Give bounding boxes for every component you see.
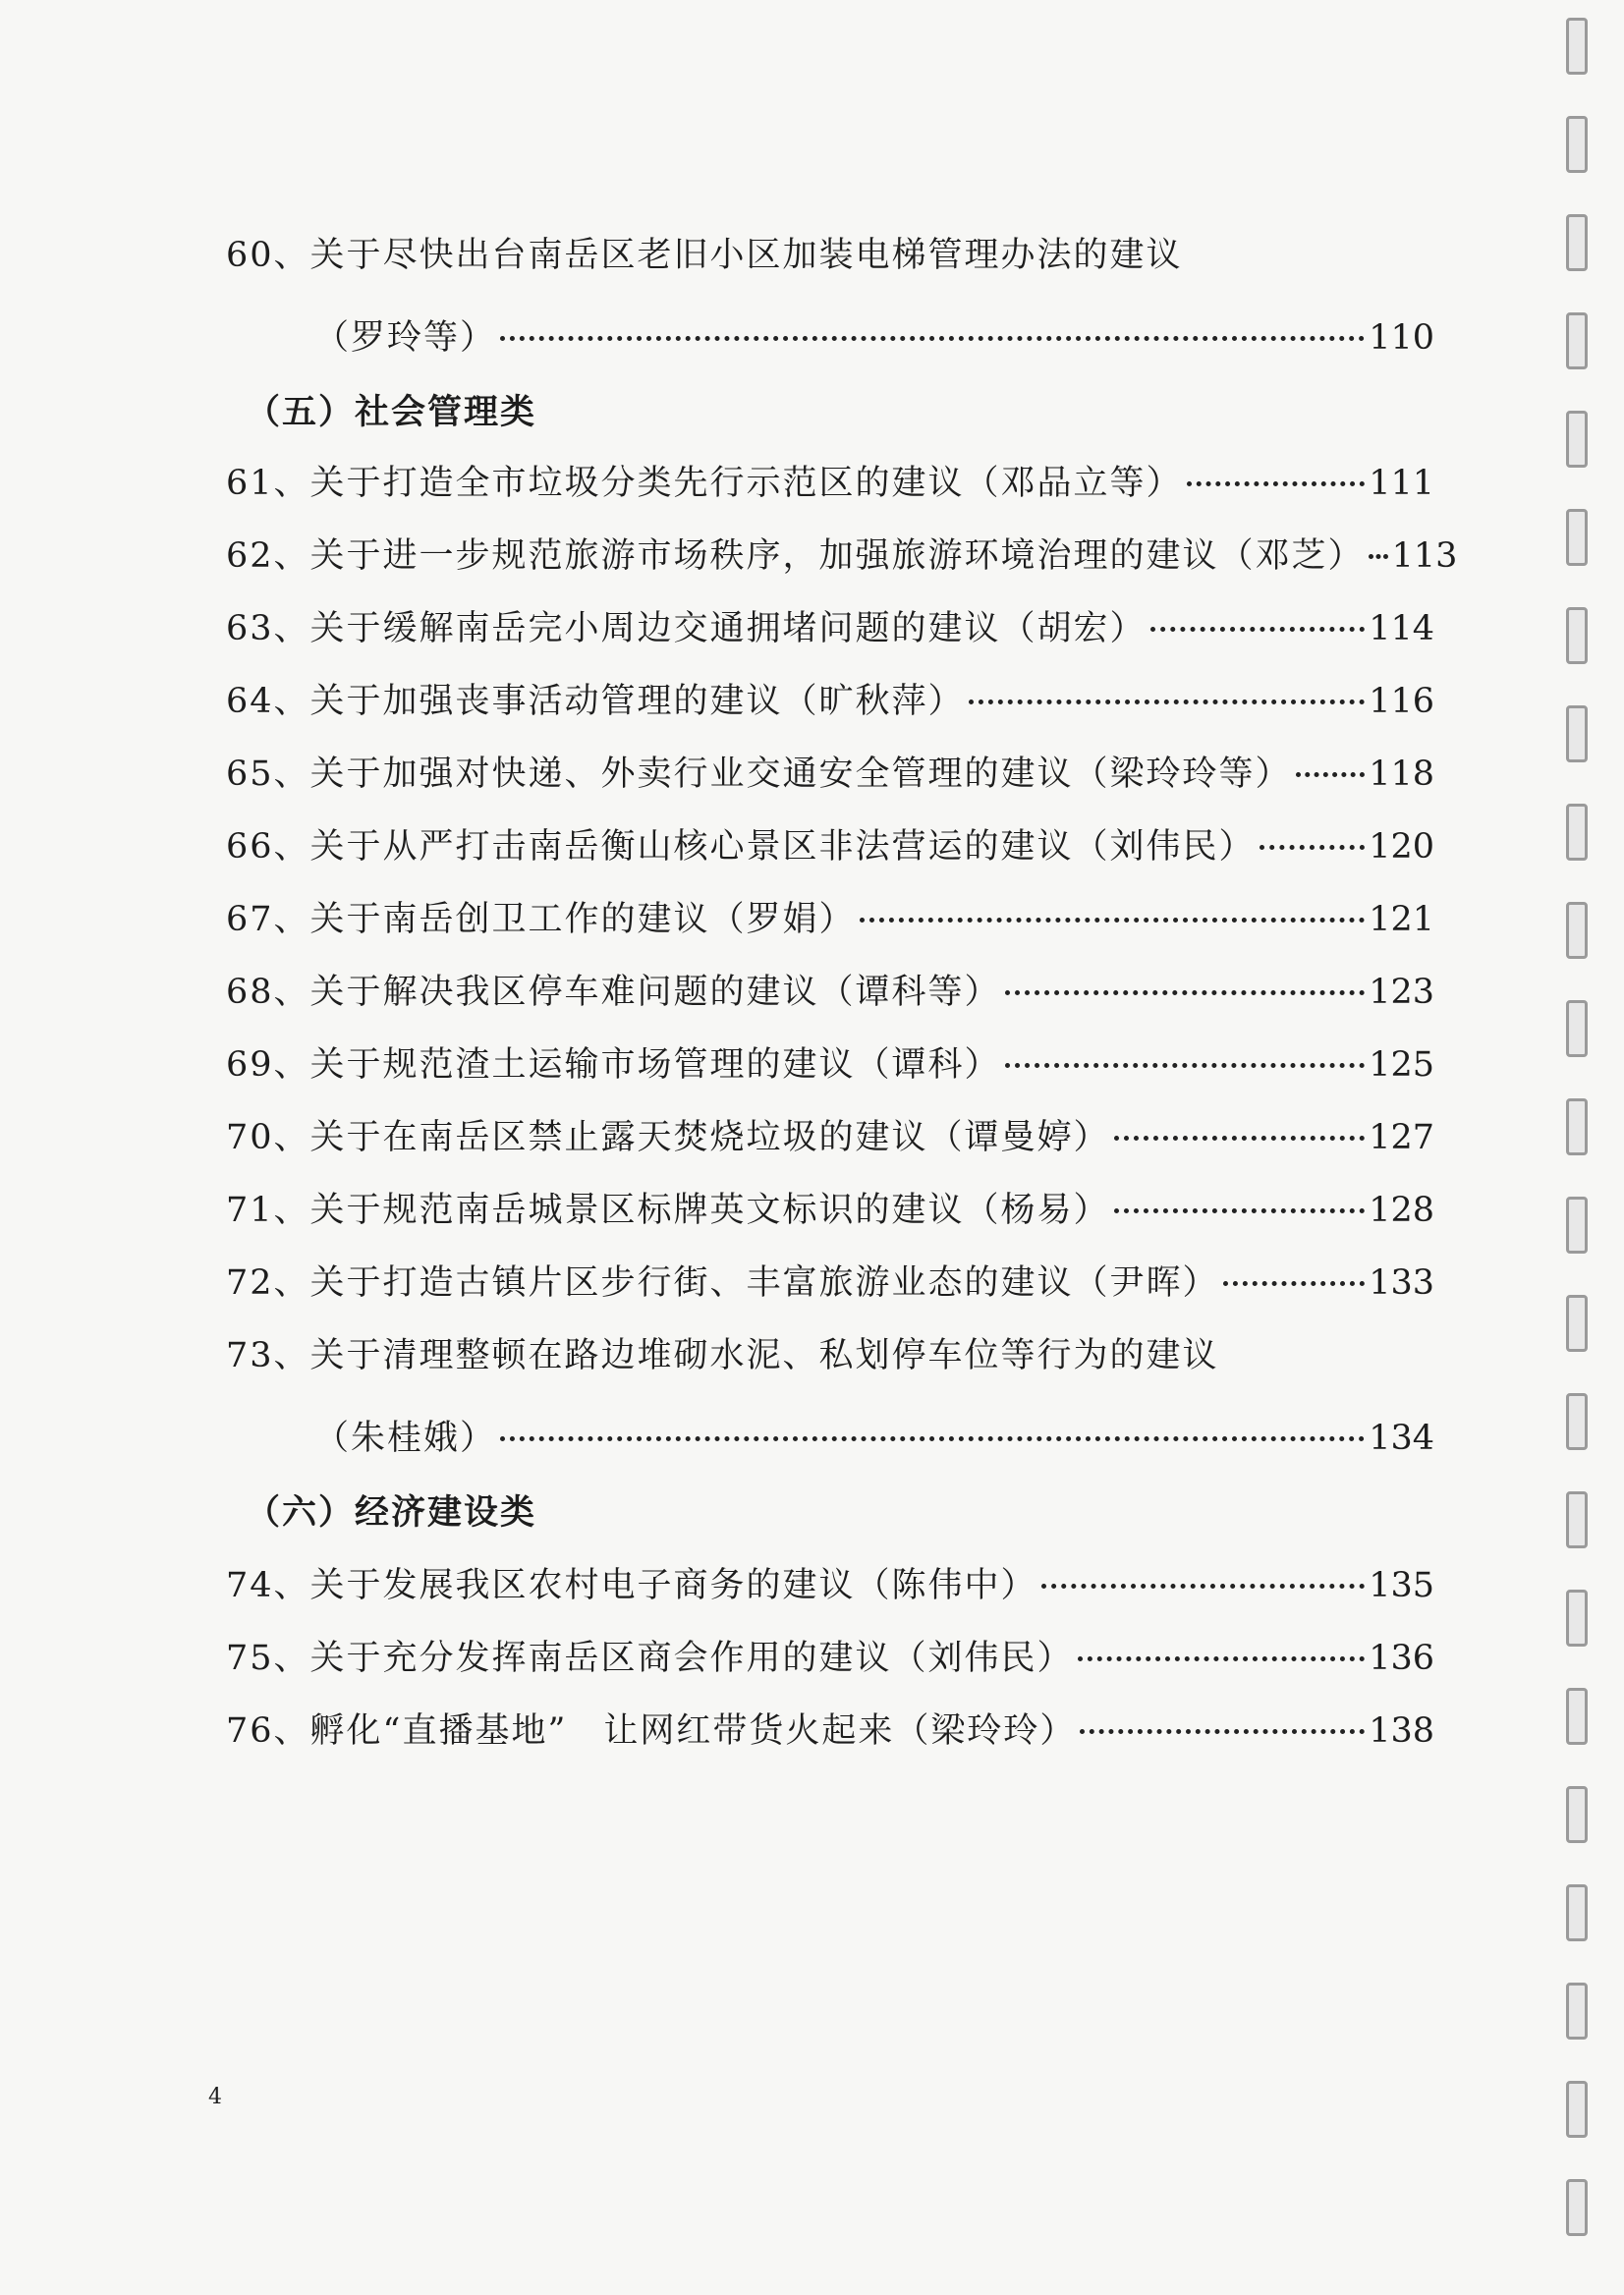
toc-entry (226, 747, 1434, 796)
dot-leader (969, 700, 1366, 704)
binder-hole (1566, 1590, 1588, 1647)
entry-page: 134 (1369, 1419, 1434, 1458)
toc-entry (226, 1558, 1434, 1607)
entry-number: 76 (226, 1711, 274, 1751)
dot-leader (1114, 1208, 1366, 1213)
entry-author: （罗玲等） (314, 318, 497, 358)
entry-number: 62 (226, 536, 274, 576)
binder-hole (1566, 1983, 1588, 2040)
entry-title: 、关于缓解南岳完小周边交通拥堵问题的建议（胡宏） (273, 609, 1147, 648)
dot-leader (1223, 1281, 1366, 1286)
entry-page: 123 (1369, 973, 1434, 1012)
entry-number: 66 (226, 827, 274, 867)
entry-page: 135 (1369, 1566, 1434, 1605)
binder-hole (1566, 1884, 1588, 1941)
binder-hole (1566, 1688, 1588, 1745)
binder-hole (1566, 411, 1588, 468)
dot-leader (1114, 1136, 1366, 1141)
section-heading: （五）社会管理类 (246, 392, 537, 432)
entry-title: 、关于南岳创卫工作的建议（罗娟） (273, 900, 856, 939)
entry-title: 、关于发展我区农村电子商务的建议（陈伟中） (273, 1566, 1037, 1605)
binder-hole (1566, 1786, 1588, 1843)
binder-hole (1566, 2081, 1588, 2138)
binder-hole (1566, 1491, 1588, 1548)
entry-number: 72 (226, 1263, 274, 1303)
toc-entry (226, 674, 1434, 723)
toc-entry (226, 529, 1458, 578)
entry-page: 125 (1369, 1045, 1434, 1085)
entry-page: 127 (1369, 1118, 1434, 1157)
entry-number: 68 (226, 973, 274, 1012)
dot-leader (1150, 627, 1366, 632)
dot-leader (1005, 1063, 1366, 1068)
entry-page: 128 (1369, 1191, 1434, 1230)
dot-leader (1296, 772, 1366, 777)
toc-entry (226, 1183, 1434, 1232)
dot-leader (500, 336, 1365, 341)
entry-title: 、关于进一步规范旅游市场秩序，加强旅游环境治理的建议（邓芝） (273, 536, 1365, 576)
binder-hole (1566, 1393, 1588, 1450)
entry-title: 、关于加强对快递、外卖行业交通安全管理的建议（梁玲玲等） (273, 755, 1292, 794)
toc-entry (226, 819, 1434, 868)
toc-entry (226, 456, 1434, 505)
dot-leader (860, 918, 1366, 923)
entry-number: 74 (226, 1566, 274, 1605)
section-heading: （六）经济建设类 (246, 1492, 537, 1533)
dot-leader (1260, 845, 1366, 850)
entry-page: 116 (1369, 682, 1434, 721)
entry-page: 136 (1369, 1639, 1434, 1678)
dot-leader (1080, 1729, 1365, 1734)
entry-number: 73 (226, 1336, 274, 1375)
toc-entry (226, 965, 1434, 1014)
dot-leader (1005, 990, 1366, 995)
toc-entry (226, 1110, 1434, 1159)
entry-title: 、关于加强丧事活动管理的建议（旷秋萍） (273, 682, 965, 721)
entry-title: 、关于从严打击南岳衡山核心景区非法营运的建议（刘伟民） (273, 827, 1256, 867)
entry-page: 111 (1369, 464, 1434, 503)
entry-title: 、关于在南岳区禁止露天焚烧垃圾的建议（谭曼婷） (273, 1118, 1110, 1157)
entry-page: 120 (1369, 827, 1434, 867)
binder-hole (1566, 312, 1588, 369)
entry-number: 65 (226, 755, 274, 794)
toc-entry (226, 1704, 1434, 1753)
binder-hole (1566, 1197, 1588, 1254)
entry-page: 113 (1391, 536, 1458, 576)
entry-number: 64 (226, 682, 274, 721)
entry-number: 67 (226, 900, 274, 939)
toc-entry (226, 1328, 1434, 1460)
entry-title: 、关于清理整顿在路边堆砌水泥、私划停车位等行为的建议 (273, 1336, 1219, 1375)
entry-number: 69 (226, 1045, 274, 1085)
binder-hole (1566, 2179, 1588, 2236)
entry-title: 、关于规范南岳城景区标牌英文标识的建议（杨易） (273, 1191, 1110, 1230)
binder-hole (1566, 705, 1588, 762)
dot-leader (1369, 554, 1388, 559)
dot-leader (1187, 481, 1366, 486)
dot-leader (1078, 1656, 1366, 1661)
toc-entry (226, 1256, 1434, 1305)
entry-title: 、关于充分发挥南岳区商会作用的建议（刘伟民） (273, 1639, 1074, 1678)
binder-hole (1566, 902, 1588, 959)
entry-page: 114 (1369, 609, 1434, 648)
entry-page: 118 (1369, 755, 1434, 794)
entry-author: （朱桂娥） (314, 1419, 497, 1458)
binder-hole (1566, 1098, 1588, 1155)
entry-number: 70 (226, 1118, 274, 1157)
binder-hole (1566, 1295, 1588, 1352)
binder-hole (1566, 804, 1588, 861)
toc-entry (226, 601, 1434, 650)
entry-title: 、孵化“直播基地” 让网红带货火起来（梁玲玲） (273, 1711, 1077, 1751)
entry-number: 61 (226, 464, 274, 503)
entry-title: 、关于打造全市垃圾分类先行示范区的建议（邓品立等） (273, 464, 1183, 503)
binder-hole (1566, 214, 1588, 271)
binder-hole (1566, 1000, 1588, 1057)
toc-entry (226, 1037, 1434, 1087)
entry-number: 60 (226, 236, 274, 275)
entry-title: 、关于规范渣土运输市场管理的建议（谭科） (273, 1045, 1001, 1085)
entry-page: 110 (1369, 318, 1434, 358)
entry-number: 63 (226, 609, 274, 648)
entry-page: 121 (1369, 900, 1434, 939)
entry-page: 133 (1369, 1263, 1434, 1303)
toc-entry (226, 1631, 1434, 1680)
dot-leader (500, 1436, 1365, 1441)
toc-entry (226, 228, 1434, 360)
binder-hole (1566, 18, 1588, 75)
binder-hole (1566, 509, 1588, 566)
entry-number: 75 (226, 1639, 274, 1678)
page-number: 4 (208, 2085, 222, 2109)
toc-entry (226, 892, 1434, 941)
entry-title: 、关于打造古镇片区步行街、丰富旅游业态的建议（尹晖） (273, 1263, 1219, 1303)
binder-hole (1566, 116, 1588, 173)
entry-page: 138 (1369, 1711, 1434, 1751)
entry-title: 、关于解决我区停车难问题的建议（谭科等） (273, 973, 1001, 1012)
binder-hole (1566, 607, 1588, 664)
entry-title: 、关于尽快出台南岳区老旧小区加装电梯管理办法的建议 (273, 236, 1183, 275)
entry-number: 71 (226, 1191, 274, 1230)
dot-leader (1041, 1584, 1366, 1589)
